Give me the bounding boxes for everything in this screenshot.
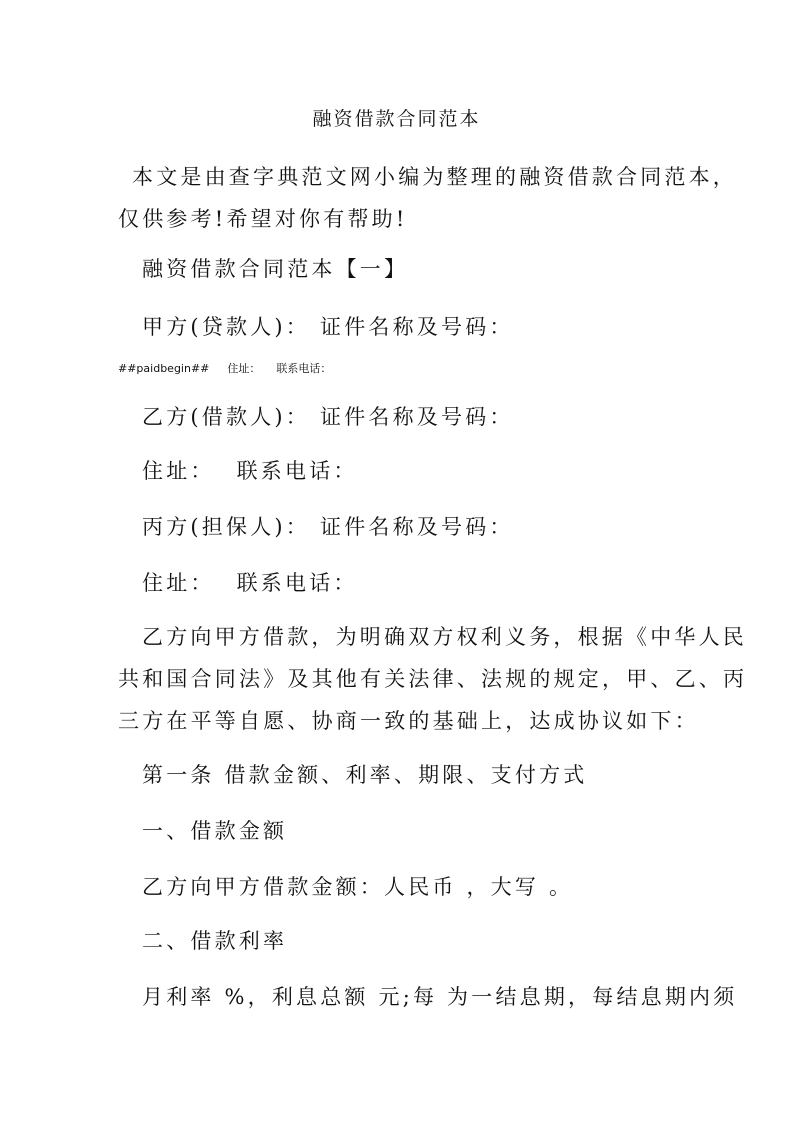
section-heading: 融资借款合同范本【一】 <box>142 257 409 281</box>
preamble-paragraph <box>118 616 748 742</box>
party-b-id-label: 证件名称及号码： <box>320 405 514 429</box>
intro-line-1: 本文是由查字典范文网小编为整理的融资借款合同范本， <box>132 165 737 189</box>
party-c-address: 住址： <box>142 571 215 595</box>
article-1-heading: 第一条 借款金额、利率、期限、支付方式 <box>142 763 588 787</box>
party-b-phone: 联系电话： <box>236 459 358 483</box>
party-b-line <box>118 396 678 438</box>
item-2-heading: 二、借款利率 <box>142 929 288 953</box>
item-1-heading: 一、借款金额 <box>142 819 288 843</box>
paid-marker-tag: ##paidbegin## <box>118 362 210 375</box>
document-title: 融资借款合同范本 <box>312 108 481 130</box>
party-b-address: 住址： <box>142 459 215 483</box>
party-c-phone: 联系电话： <box>236 571 358 595</box>
paid-marker-address: 住址： <box>227 362 261 375</box>
party-c-id-label: 证件名称及号码： <box>320 515 514 539</box>
intro-paragraph <box>118 156 737 240</box>
preamble-line-2: 共和国合同法》及其他有关法律、法规的规定，甲、乙、丙 <box>118 667 748 691</box>
party-b-label: 乙方(借款人)： <box>142 405 310 429</box>
party-a-label: 甲方(贷款人)： <box>142 315 310 339</box>
party-c-line <box>118 506 678 548</box>
preamble-line-1: 乙方向甲方借款，为明确双方权利义务，根据《中华人民 <box>142 625 747 649</box>
party-c-contact-line <box>118 562 678 604</box>
intro-line-2: 仅供参考!希望对你有帮助! <box>118 207 408 231</box>
party-c-label: 丙方(担保人)： <box>142 515 310 539</box>
paid-marker-line <box>118 360 331 376</box>
item-2-text: 月利率 %，利息总额 元;每 为一结息期，每结息期内须 <box>142 985 738 1009</box>
preamble-line-3: 三方在平等自愿、协商一致的基础上，达成协议如下： <box>118 709 699 733</box>
party-b-contact-line <box>118 450 678 492</box>
paid-marker-phone: 联系电话： <box>276 362 332 375</box>
party-a-line <box>118 306 678 348</box>
party-a-id-label: 证件名称及号码： <box>320 315 514 339</box>
item-1-text: 乙方向甲方借款金额：人民币 ，大写 。 <box>142 875 574 899</box>
